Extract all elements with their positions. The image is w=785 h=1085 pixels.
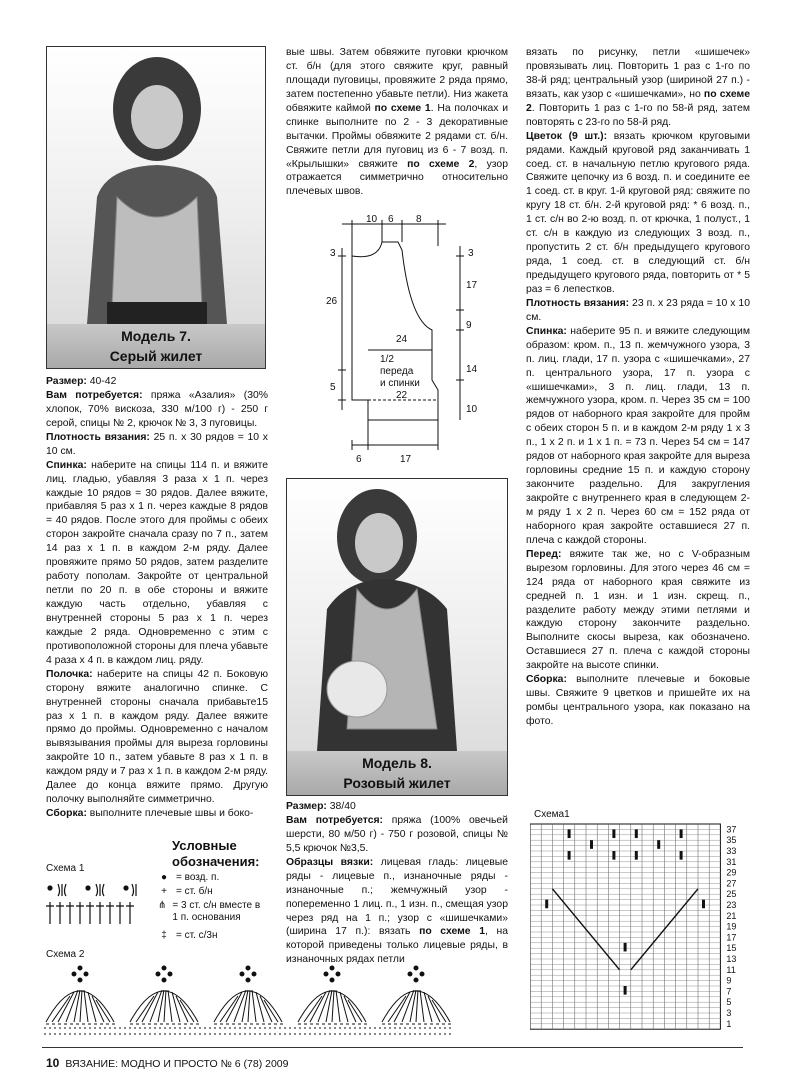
model8-caption <box>287 751 507 795</box>
chart-row-number: 1 <box>726 1018 732 1029</box>
chart-row-number: 19 <box>726 921 737 932</box>
model8-image <box>287 479 507 751</box>
knitting-chart <box>530 822 768 1032</box>
chart-bobble <box>612 851 615 860</box>
dim-left-2: 26 <box>326 296 338 307</box>
model7-photo <box>46 46 266 369</box>
dim-right-5: 10 <box>466 404 478 415</box>
chart-row-number: 33 <box>726 846 737 856</box>
legend-sym-cluster: ⋔ <box>158 900 167 911</box>
model7-caption-title: Модель 7. <box>121 328 191 344</box>
dim-right-1: 3 <box>468 248 474 259</box>
model8-figure <box>287 479 507 751</box>
chart-bobble <box>590 840 593 849</box>
chart-row-number: 9 <box>726 975 732 986</box>
chart-bobble <box>680 829 683 838</box>
diagram-label-2: переда <box>380 366 414 377</box>
legend-sym-dc: ‡ <box>161 930 167 941</box>
left-p5: Полочка: наберите на спицы 42 п. Боковую сторону вяжите аналогично спинке. С внутренней стороны сначала прибавьте15 раз х 1 п. в каждом ряду. Далее вяжите прямо до проймы. Одновременно с началом вывязывания проймы для выреза горловины закройте 10 п., затем убавьте 8 раз х 1 п. в каждом ряду и 7 раз х 1 п. в каждом 2-м ряду. Далее до конца вяжите прямо. Другую полочку выполняйте симметрично. <box>46 668 268 806</box>
chart-row-number: 27 <box>726 878 737 889</box>
left-p2: Вам потребуется: пряжа «Азалия» (30% хлопок, 70% вискоза, 330 м/100 г) - 250 г серой, спицы № 2, крючок № 3, 3 пуговицы. <box>46 389 268 429</box>
scheme2-label: Схема 2 <box>46 949 85 960</box>
legend-text-sc: = ст. б/н <box>176 886 213 897</box>
dim-top-2: 6 <box>388 214 394 225</box>
page-number: 10 <box>46 1056 60 1070</box>
right-p5: Перед: вяжите так же, но с V-образным вырезом горловины. Для этого через 46 см = 124 ряда от наборного края свяжите из средней п. 1 изн. и 1 изн. скрещ. п., разделите работу между этими петлями и каждую сторону закончите раздельно. Выполните скосы выреза, как обозначено. Оставшиеся 27 п. плеча с каждой стороны закройте на высоте спинки. <box>526 548 750 672</box>
left-p6: Сборка: выполните плечевые швы и боко- <box>46 808 254 820</box>
chart-row-number: 23 <box>726 900 737 910</box>
middle-column-top <box>286 46 508 199</box>
garment-pattern-diagram <box>320 210 485 468</box>
scheme1-diagram <box>46 880 146 930</box>
right-p3: Плотность вязания: 23 п. х 23 ряда = 10 х 10 см. <box>526 297 750 323</box>
dim-right-3: 9 <box>466 320 472 331</box>
model8-caption-subtitle: Розовый жилет <box>343 775 451 791</box>
model7-figure <box>47 47 265 324</box>
scheme1-label: Схема 1 <box>46 863 85 874</box>
dim-bottom-2: 17 <box>400 454 412 465</box>
legend-sym-plus: + <box>161 886 167 897</box>
chart-row-number: 3 <box>726 1008 732 1018</box>
legend-text-dc: = ст. с/3н <box>176 930 218 941</box>
chart-bobble <box>635 829 638 838</box>
dim-right-2: 17 <box>466 280 478 291</box>
chart-row-number: 17 <box>726 932 737 943</box>
model7-image <box>47 47 265 324</box>
legend-title <box>172 838 260 870</box>
legend-title-line2: обозначения: <box>172 854 260 869</box>
model8-photo <box>286 478 508 796</box>
left-p1: Размер: 40-42 <box>46 376 117 387</box>
left-p3: Плотность вязания: 25 п. х 30 рядов = 10 х 10 см. <box>46 431 269 457</box>
legend-title-line1: Условные <box>172 838 237 853</box>
footer <box>46 1055 288 1071</box>
right-column <box>526 46 750 729</box>
chart-label: Схема1 <box>534 809 570 820</box>
middle-column-bottom <box>286 800 508 967</box>
middle-p3: Вам потребуется: пряжа (100% овечьей шерсти, 80 м/50 г) - 750 г розовой, спицы № 5,5 крючок №3,5. <box>286 814 508 854</box>
chart-bobble <box>624 943 627 952</box>
middle-p2: Размер: 38/40 <box>286 801 356 812</box>
right-p1: вязать по рисунку, петли «шишечек» провязывать лиц. Повторить 1 раз с 1-го по 38-й ряд; центральный узор (шириной 27 п.) - вязать, как узор с «шишечками», но по схеме 2. Повторить 1 раз с 1-го по 58-й ряд, затем повторять с 23-го по 58-й ряд. <box>526 47 750 128</box>
chart-row-number: 37 <box>726 824 737 835</box>
model7-caption <box>47 324 265 368</box>
chart-row-number: 15 <box>726 943 737 954</box>
dim-inner-1: 24 <box>396 334 408 345</box>
legend-text-cluster: = 3 ст. с/н вместе в 1 п. основания <box>172 900 261 923</box>
middle-p4: Образцы вязки: лицевая гладь: лицевые ряды - лицевые п., изнаночные ряды - изнаночные п.; жемчужный узор - попеременно 1 лиц. п., 1 изн. п., смещая узор через ряд на 1 п.; узор с «шишечками» (ширина 17 п.): вязать по схеме 1, на которой приведены только лицевые ряды, в изнаночных рядах петли <box>286 856 508 966</box>
chart-row-number: 5 <box>726 997 732 1008</box>
model8-caption-title: Модель 8. <box>362 755 432 771</box>
legend-item-cluster <box>158 900 268 924</box>
chart-row-number: 21 <box>726 910 737 921</box>
publication-title: ВЯЗАНИЕ: МОДНО И ПРОСТО № 6 (78) 2009 <box>65 1058 289 1070</box>
chart-bobble <box>612 829 615 838</box>
chart-row-number: 25 <box>726 889 737 900</box>
chart-bobble <box>657 840 660 849</box>
footer-rule <box>42 1047 743 1048</box>
chart-row-number: 7 <box>726 986 732 997</box>
legend-item-air-loop <box>158 872 219 884</box>
right-p4: Спинка: наберите 95 п. и вяжите следующим образом: кром. п., 13 п. жемчужного узора, 3 п. лиц. глади, 17 п. узора с «шишечками», 27 п. центрального узора, 17 п. узора с «шишечками», 3 п. лиц. глади, 13 п. жемчужного узора, кром. п. Через 35 см = 100 рядов от наборного края закройте для пройм с обеих сторон 5 п. и в каждом 2-м ряду 1 х 3 п., 1 х 2 п. и 1 х 1 п. = 73 п. Через 54 см = 147 рядов от наборного края закройте для выреза горловины средние 15 п. и каждую сторону закончите раздельно. Для закругления закройте с внутреннего края в следующем 2-м ряду 1 х 2 п. Через 60 см = 152 ряда от наборного края закройте оставшиеся 27 п. плеча с каждой стороны. <box>526 325 750 546</box>
dim-bottom-1: 6 <box>356 454 362 465</box>
dim-inner-2: 22 <box>396 390 408 401</box>
legend-item-dc <box>158 930 218 942</box>
diagram-label-3: и спинки <box>380 378 420 389</box>
dim-top-1: 10 <box>366 214 378 225</box>
dim-top-3: 8 <box>416 214 422 225</box>
right-p6: Сборка: выполните плечевые и боковые швы. Свяжите 9 цветков и пришейте их на ромбы центрального узора, как показано на фото. <box>526 674 750 727</box>
left-column <box>46 375 268 821</box>
dim-left-3: 5 <box>330 382 336 393</box>
dim-right-4: 14 <box>466 364 478 375</box>
chart-bobble <box>702 900 705 909</box>
legend-text-air-loop: = возд. п. <box>176 872 220 883</box>
diagram-label-1: 1/2 <box>380 354 394 365</box>
right-p2: Цветок (9 шт.): вязать крючком круговыми рядами. Каждый круговой ряд заканчивать 1 соед. ст. в начальную петлю кругового ряда. Свяжите цепочку из 6 возд. п. и соедините ее 1 соед. ст. в круг. 1-й круговой ряд: свяжите по кругу 18 ст. б/н. 2-й круговой ряд: * 6 возд. п., 1 ст. с/н во 2-ю возд. п. от крючка, 1 полуст., 1 ст. с/н в каждую из следующих 3 возд. п., пропустить 2 ст. б/н предыдущего кругового ряда, 1 соед. ст. в следующий ст. б/н предыдущего кругового ряда, повторить от * 5 раз = 6 лепестков. <box>526 130 751 295</box>
chart-bobble <box>568 829 571 838</box>
middle-p1: вые швы. Затем обвяжите пуговки крючком ст. б/н (для этого свяжите круг, равный площади пуговицы, провяжите 2 ряда прямо, затем постепенно убавьте петли). Низ жакета обвяжите каймой по схеме 1. На полочках и спинке выполните по 2 - 3 декоративные вытачки. Проймы обвяжите 2 рядами ст. б/н. Свяжите петли для пуговиц из 6 - 7 возд. п. «Крылышки» свяжите по схеме 2, узор отражается симметрично относительно плечевых швов. <box>286 47 508 198</box>
chart-bobble <box>568 851 571 860</box>
chart-row-number: 31 <box>726 856 737 867</box>
legend-sym-dot: ● <box>160 872 168 883</box>
model7-caption-subtitle: Серый жилет <box>109 348 203 364</box>
chart-bobble <box>635 851 638 860</box>
chart-bobble <box>545 900 548 909</box>
scheme2-diagram <box>40 962 460 1042</box>
chart-bobble <box>680 851 683 860</box>
left-p4: Спинка: наберите на спицы 114 п. и вяжите лиц. гладью, убавляя 3 раза х 1 п. через каждые 10 рядов = 30 рядов. Далее вяжите, прибавляя 5 раз х 1 п. через каждые 8 рядов = 40 рядов. После этого для проймы с обеих сторон закройте сначала сразу по 7 п., затем 14 раз х 1 п. в каждом 2-м ряду. Далее провяжите прямо 50 рядов, затем разделите работу пополам. Закройте от центральной петли по 20 п. в обе стороны и вяжите каждую часть отдельно, убавляя с внутренней стороны 5 раз х 1 п. через каждые 2 ряда. Одновременно с этим с противоположной стороны для плеча убавьте 4 раза х 4 п. в каждом лиц. ряду. <box>46 459 268 666</box>
chart-row-number: 29 <box>726 867 737 878</box>
chart-row-number: 35 <box>726 835 737 846</box>
chart-row-number: 11 <box>726 964 736 975</box>
legend-item-sc <box>158 886 213 898</box>
chart-bobble <box>624 986 627 995</box>
dim-left-1: 3 <box>330 248 336 259</box>
chart-row-number: 13 <box>726 954 737 964</box>
